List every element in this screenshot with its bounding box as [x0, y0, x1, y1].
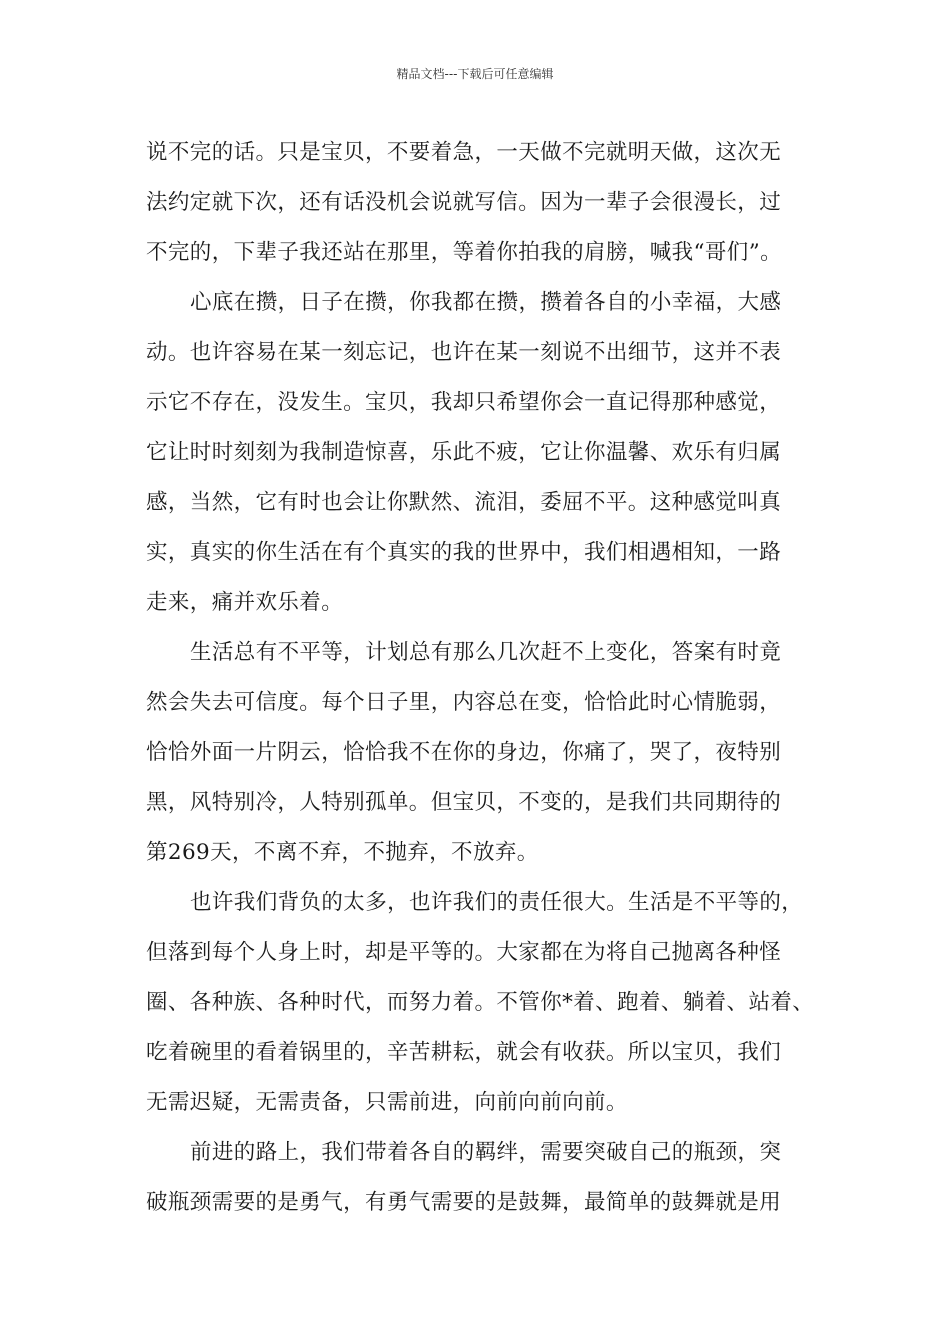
- text-line: 黑，风特别冷，人特别孤单。但宝贝，不变的，是我们共同期待的: [146, 790, 782, 815]
- text-line: 实，真实的你生活在有个真实的我的世界中，我们相遇相知，一路: [146, 540, 782, 565]
- text-line: 破瓶颈需要的是勇气，有勇气需要的是鼓舞，最简单的鼓舞就是用: [146, 1190, 782, 1215]
- text-line: 然会失去可信度。每个日子里，内容总在变，恰恰此时心情脆弱，: [146, 690, 782, 715]
- text-line: 无需迟疑，无需责备，只需前进，向前向前向前。: [146, 1090, 628, 1115]
- page-header: 精品文档---下载后可任意编辑: [396, 67, 554, 81]
- text-line: 但落到每个人身上时，却是平等的。大家都在为将自己抛离各种怪: [146, 940, 782, 965]
- text-line: 吃着碗里的看着锅里的，辛苦耕耘，就会有收获。所以宝贝，我们: [146, 1040, 782, 1065]
- text-line: 动。也许容易在某一刻忘记，也许在某一刻说不出细节，这并不表: [146, 340, 782, 365]
- text-line: 也许我们背负的太多，也许我们的责任很大。生活是不平等的，: [190, 890, 804, 915]
- paragraph: [146, 128, 806, 278]
- text-line: 圈、各种族、各种时代，而努力着。不管你*着、跑着、躺着、站着、: [146, 990, 815, 1015]
- text-line: 恰恰外面一片阴云，恰恰我不在你的身边，你痛了，哭了，夜特别: [146, 740, 782, 765]
- document-body: [146, 128, 815, 1228]
- paragraph: [146, 628, 806, 878]
- text-line: 走来，痛并欢乐着。: [146, 590, 344, 615]
- text-line: 生活总有不平等，计划总有那么几次赶不上变化，答案有时竟: [190, 640, 782, 665]
- text-line: 说不完的话。只是宝贝，不要着急，一天做不完就明天做，这次无: [146, 140, 782, 165]
- text-line: 心底在攒，日子在攒，你我都在攒，攒着各自的小幸福，大感: [190, 290, 782, 315]
- text-line: 法约定就下次，还有话没机会说就写信。因为一辈子会很漫长，过: [146, 190, 782, 215]
- text-line: 它让时时刻刻为我制造惊喜，乐此不疲，它让你温馨、欢乐有归属: [146, 440, 782, 465]
- text-line: 不完的，下辈子我还站在那里，等着你拍我的肩膀，喊我“哥们”。: [146, 240, 782, 265]
- text-line: 前进的路上，我们带着各自的羁绊，需要突破自己的瓶颈，突: [190, 1140, 782, 1165]
- paragraph: [146, 1128, 806, 1228]
- paragraph: [146, 878, 815, 1128]
- text-line: 感，当然，它有时也会让你默然、流泪，委屈不平。这种感觉叫真: [146, 490, 782, 515]
- paragraph: [146, 278, 806, 628]
- text-line: 第269天，不离不弃，不抛弃，不放弃。: [146, 840, 539, 865]
- text-line: 示它不存在，没发生。宝贝，我却只希望你会一直记得那种感觉，: [146, 390, 782, 415]
